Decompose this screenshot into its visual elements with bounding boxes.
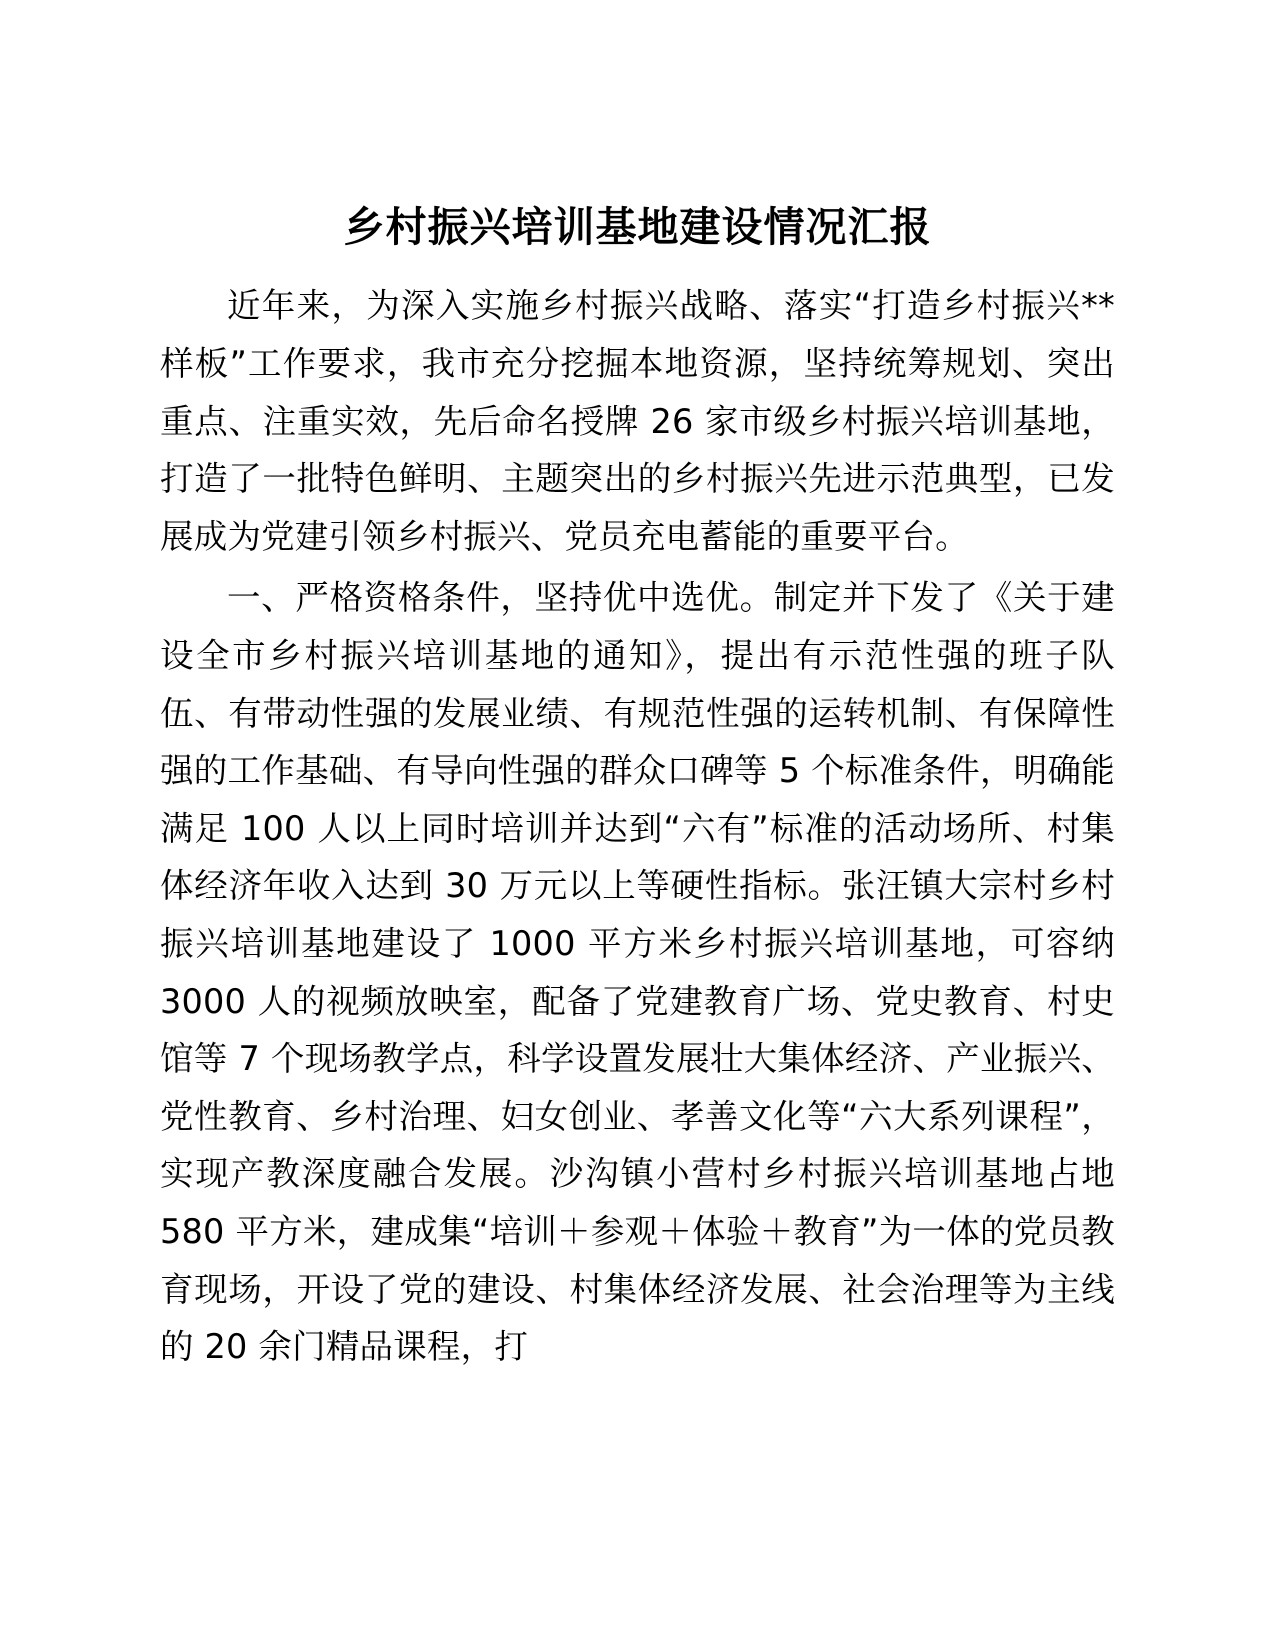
body-paragraph: 一、严格资格条件，坚持优中选优。制定并下发了《关于建设全市乡村振兴培训基地的通知》，提出有示范性强的班子队伍、有带动性强的发展业绩、有规范性强的运转机制、有保障性强的工作基础、有导向性强的群众口碑等 5 个标准条件，明确能满足 100 人以上同时培训并达到“六有”标准的活动场所、村集体经济年收入达到 30 万元以上等硬性指标。张汪镇大宗村乡村振兴培训基地建设了 1000 平方米乡村振兴培训基地，可容纳 3000 人的视频放映室，配备了党建教育广场、党史教育、村史馆等 7 个现场教学点，科学设置发展壮大集体经济、产业振兴、党性教育、乡村治理、妇女创业、孝善文化等“六大系列课程”，实现产教深度融合发展。沙沟镇小营村乡村振兴培训基地占地 580 平方米，建成集“培训＋参观＋体验＋教育”为一体的党员教育现场，开设了党的建设、村集体经济发展、社会治理等为主线的 20 余门精品课程，打 [160, 578, 1115, 1367]
body-paragraph: 近年来，为深入实施乡村振兴战略、落实“打造乡村振兴**样板”工作要求，我市充分挖掘本地资源，坚持统筹规划、突出重点、注重实效，先后命名授牌 26 家市级乡村振兴培训基地，打造了一批特色鲜明、主题突出的乡村振兴先进示范典型，已发展成为党建引领乡村振兴、党员充电蓄能的重要平台。 [160, 286, 1115, 556]
page-title: 乡村振兴培训基地建设情况汇报 [343, 203, 932, 251]
